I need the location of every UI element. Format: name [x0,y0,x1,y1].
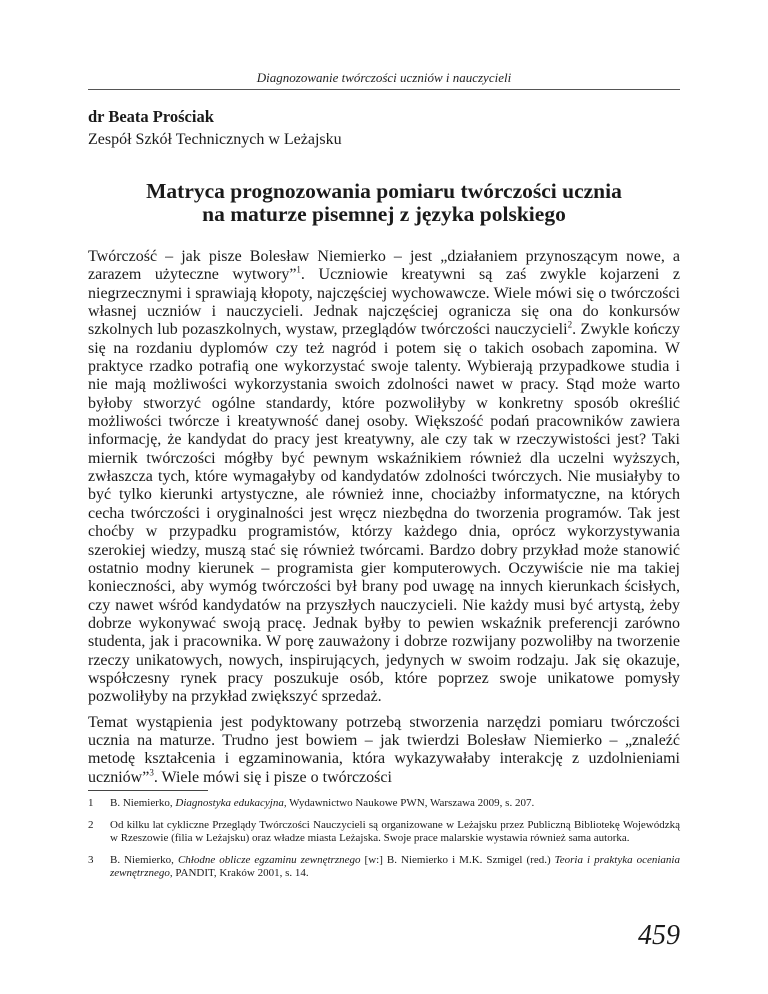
paragraph-2 [88,714,680,787]
paragraph-2-text-a: Temat wystąpienia jest podyktowany potrzebą stworzenia narzędzi pomiaru twórczości ucznia na maturze. Trudno jest bowiem – jak twierdzi Bolesław Niemierko – „znaleźć metodę kształcenia i egzaminowania, która wykazywałaby interakcję z uzdolnieniami uczniów” [88,713,680,786]
paragraph-1-text-c: . Zwykle kończy się na rozdaniu dyplomów czy też nagród i potem się o takich osobach zapomina. W praktyce rzadko potrafią one wykorzystać swoje talenty. Wybierają przypadkowe studia i nie mają możliwości wykorzystania swoich zdolności nawet w pracy. Stąd może warto byłoby stworzyć ogólne standardy, które pozwoliłyby w konkretny sposób określić możliwości twórcze i kreatywność danej osoby. Większość podań pracowników zawiera informację, że kandydat do pracy jest kreatywny, ale czy tak w rzeczywistości jest? Taki miernik twórczości mógłby być pewnym wskaźnikiem również dla uczelni wyższych, zwłaszcza tych, które wymagałyby od kandydatów zdolności twórczych. Nie musiałyby to być tylko kierunki artystyczne, ale również inne, chociażby informatyczne, na których cecha twórczości i oryginalności jest wręcz niezbędna do tworzenia programów. Tak jest choćby w przypadku programistów, którzy każdego dnia, oprócz wykorzystywania szerokiej wiedzy, muszą stać się również twórcami. Bardzo dobry przykład może stanowić ostatnio modny kierunek – programista gier komputerowych. Oczywiście nie ma takiej konieczności, aby wymóg twórczości był brany pod uwagę na innych kierunkach ścisłych, czy nawet wśród kandydatów na przyszłych nauczycieli. Nie każdy musi być artystą, żeby dobrze wykonywać swoją pracę. Jednak byłby to pewien wskaźnik preferencji zarówno studenta, jak i pracownika. W porę zauważony i dobrze rozwijany pozwoliłby na tworzenie rzeczy unikatowych, nowych, inspirujących, jedynych w swoim rodzaju. Jak się okazuje, współczesny rynek pracy poszukuje osób, które poprzez swoje unikatowe pomysły pozwoliłyby na przykład zwiększyć sprzedaż. [88,321,681,706]
header-divider [88,89,680,90]
paragraph-1-text-b: . Uczniowie kreatywni są zaś zwykle kojarzeni z niegrzecznymi i sprawiają kłopoty, najczęściej wychowawcze. Wiele mówi się o twórczości własnej uczniów i nauczycieli. Jednak najczęściej ogranicza się ona do konkursów szkolnych lub pozaszkolnych, wystaw, przeglądów twórczości nauczycieli [88,266,680,339]
paragraph-2-text-b: . Wiele mówi się i pisze o twórczości [153,768,392,786]
footnote-text: PANDIT, Kraków 2001, s. 14. [172,867,309,879]
footnote-text: Wydawnictwo Naukowe PWN, Warszawa 2009, s. 207. [286,797,535,809]
footnotes [88,797,680,889]
title-line-2: na maturze pisemnej z języka polskiego [202,202,566,226]
footnote-3 [88,854,680,880]
footnote-ref-3: 3 [149,767,154,778]
footnote-book-title: Teoria i praktyka oceniania zewnętrznego, [110,854,680,879]
footnote-2 [88,819,680,845]
footnote-book-title: Chłodne oblicze egzaminu zewnętrznego [177,854,361,866]
footnote-text: B. Niemierko, [110,854,178,866]
paragraph-1-text-a: Twórczość – jak pisze Bolesław Niemierko – jest „działaniem przynoszącym nowe, a zarazem użyteczne wytwory” [88,248,680,284]
article-title [88,180,680,226]
author-affiliation: Zespół Szkół Technicznych w Leżajsku [88,131,342,148]
title-line-1: Matryca prognozowania pomiaru twórczości ucznia [146,179,622,203]
footnote-text: [w:] B. Niemierko i M.K. Szmigel (red.) [360,854,555,866]
footnote-divider [88,790,208,791]
footnote-1 [88,797,680,810]
footnote-text: B. Niemierko, [110,797,176,809]
running-head: Diagnozowanie twórczości uczniów i nauczycieli [256,70,512,85]
article-body [88,248,680,794]
paragraph-1 [88,248,680,707]
footnote-book-title: Diagnostyka edukacyjna, [175,797,287,809]
footnote-number: 1 [88,797,94,809]
page-number: 459 [638,920,680,951]
author-name: dr Beata Prościak [88,107,214,126]
footnote-text: Od kilku lat cykliczne Przeglądy Twórczości Nauczycieli są organizowane w Leżajsku przez Publiczną Bibliotekę Wojewódzką w Rzeszowie (filia w Leżajsku) oraz władze miasta Leżajska. Swoje prace malarskie wystawia również sama autorka. [110,819,680,844]
footnote-number: 3 [88,854,94,866]
footnote-ref-2: 2 [567,320,573,331]
footnote-ref-1: 1 [296,265,301,276]
footnote-number: 2 [88,819,94,831]
